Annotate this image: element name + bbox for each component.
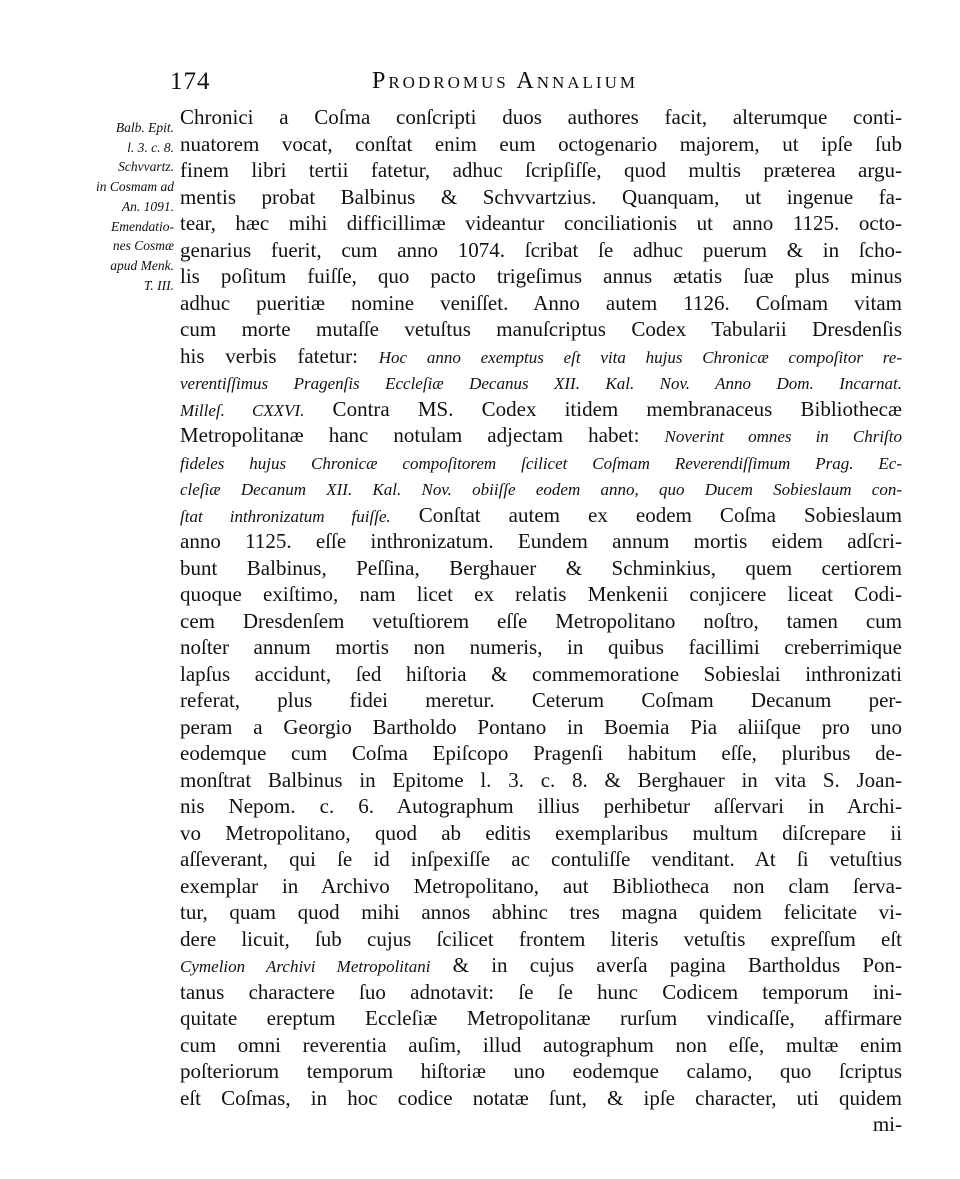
- text-line: [180, 422, 902, 449]
- text-line: [180, 528, 902, 555]
- italic-segment: Milleſ. CXXVI.: [180, 400, 305, 420]
- italic-segment: Cymelion Archivi Metropolitani: [180, 957, 431, 976]
- text-segment: genarius fuerit, cum anno 1074. ſcribat ſe adhuc puerum & in ſcho-: [180, 237, 902, 262]
- page-number: 174: [170, 68, 211, 95]
- text-segment: vo Metropolitano, quod ab editis exemplaribus multum diſcrepare ii: [180, 820, 902, 845]
- text-segment: poſteriorum temporum hiſtoriæ uno eodemque calamo, quo ſcriptus: [180, 1059, 902, 1083]
- margin-notes: [38, 118, 178, 295]
- text-segment: & in cujus averſa pagina Bartholdus Pon-: [430, 953, 902, 977]
- text-line: [180, 449, 902, 476]
- text-segment: lapſus accidunt, ſed hiſtoria & commemoratione Sobieslai inthronizati: [180, 661, 902, 686]
- italic-segment: fideles hujus Chronicæ compoſitorem ſcilicet Coſmam Reverendiſſimum Prag. Ec-: [180, 453, 902, 473]
- text-line: [180, 846, 902, 873]
- running-title: Prodromus Annalium: [372, 68, 638, 94]
- text-segment: quoque exiſtimo, nam licet ex relatis Menkenii conjicere liceat Codi-: [180, 582, 902, 606]
- text-segment: Contra MS. Codex itidem membranaceus Bibliothecæ: [304, 396, 902, 421]
- italic-segment: Noverint omnes in Chriſto: [664, 427, 902, 446]
- text-line: [180, 1005, 902, 1032]
- text-segment: cum morte mutaſſe vetuſtus manuſcriptus Codex Tabularii Dresdenſis: [180, 317, 902, 341]
- text-segment: anno 1125. eſſe inthronizatum. Eundem annum mortis eidem adſcri-: [180, 529, 902, 553]
- text-segment: finem libri tertii fatetur, adhuc ſcripſiſſe, quod multis præterea argu-: [180, 158, 902, 182]
- text-segment: bunt Balbinus, Peſſina, Berghauer & Schminkius, quem certiorem: [180, 555, 902, 580]
- text-line: [180, 926, 902, 953]
- text-line: [180, 157, 902, 184]
- text-line: [180, 316, 902, 343]
- text-line: [180, 1058, 902, 1085]
- text-line: [180, 290, 902, 317]
- text-line: [180, 899, 902, 926]
- text-line: [180, 475, 902, 502]
- text-line: [180, 1111, 902, 1138]
- text-segment: quitate ereptum Eccleſiæ Metropolitanæ rurſum vindicaſſe, affirmare: [180, 1006, 902, 1030]
- text-segment: Metropolitanæ hanc notulam adjectam habet:: [180, 423, 665, 447]
- italic-segment: verentiſſimus Pragenſis Eccleſiæ Decanus XII. Kal. Nov. Anno Dom. Incarnat.: [180, 374, 902, 393]
- text-line: [180, 952, 902, 979]
- italic-segment: ſtat inthronizatum fuiſſe.: [180, 506, 391, 526]
- margin-note: l. 3. c. 8.: [127, 139, 174, 155]
- page-header: [0, 68, 960, 108]
- text-segment: tear, hæc mihi difficillimæ videantur conciliationis ut anno 1125. octo-: [180, 211, 902, 235]
- margin-note: An. 1091.: [121, 198, 174, 214]
- text-line: [180, 263, 902, 290]
- text-segment: mi-: [872, 1112, 902, 1136]
- text-segment: eſt Coſmas, in hoc codice notatæ ſunt, & ipſe character, uti quidem: [180, 1085, 902, 1110]
- text-segment: adhuc pueritiæ nomine veniſſet. Anno autem 1126. Coſmam vitam: [180, 290, 902, 315]
- text-segment: lis poſitum fuiſſe, quo pacto trigeſimus annus ætatis ſuæ plus minus: [180, 264, 902, 288]
- italic-segment: Hoc anno exemptus eſt vita hujus Chronicæ compoſitor re-: [378, 347, 902, 367]
- text-line: [180, 343, 902, 370]
- text-segment: noſter annum mortis non numeris, in quibus facillimi creberrimique: [180, 635, 902, 659]
- text-segment: aſſeverant, qui ſe id inſpexiſſe ac contuliſſe venditant. At ſi vetuſtius: [180, 847, 902, 871]
- text-segment: eodemque cum Coſma Epiſcopo Pragenſi habitum eſſe, pluribus de-: [180, 741, 902, 765]
- text-line: [180, 210, 902, 237]
- text-line: [180, 1032, 902, 1059]
- text-segment: cem Dresdenſem vetuſtiorem eſſe Metropolitano noſtro, tamen cum: [180, 608, 902, 633]
- text-segment: his verbis fatetur:: [180, 343, 379, 368]
- margin-note: Schvvartz.: [118, 159, 174, 175]
- text-line: [180, 714, 902, 741]
- text-line: [180, 608, 902, 635]
- text-line: [180, 661, 902, 688]
- margin-note: T. III.: [143, 277, 174, 293]
- text-line: [180, 502, 902, 529]
- margin-note: Balb. Epit.: [115, 120, 174, 135]
- margin-note: Emendatio-: [111, 218, 174, 234]
- text-segment: cum omni reverentia auſim, illud autographum non eſſe, multæ enim: [180, 1032, 902, 1057]
- text-segment: Conſtat autem ex eodem Coſma Sobieslaum: [390, 502, 902, 527]
- text-segment: nis Nepom. c. 6. Autographum illius perhibetur aſſervari in Archi-: [180, 794, 902, 818]
- text-line: [180, 184, 902, 211]
- text-line: [180, 581, 902, 608]
- text-segment: tanus charactere ſuo adnotavit: ſe ſe hunc Codicem temporum ini-: [180, 979, 902, 1004]
- text-line: [180, 793, 902, 820]
- text-line: [180, 820, 902, 847]
- text-segment: nuatorem vocat, conſtat enim eum octogenario majorem, ut ipſe ſub: [180, 131, 902, 156]
- text-line: [180, 237, 902, 264]
- text-line: [180, 740, 902, 767]
- text-segment: Chronici a Coſma conſcripti duos authores facit, alterumque conti-: [180, 105, 902, 129]
- text-segment: exemplar in Archivo Metropolitano, aut Bibliotheca non clam ſerva-: [180, 873, 902, 898]
- text-line: [180, 369, 902, 396]
- text-line: [180, 979, 902, 1006]
- italic-segment: cleſiæ Decanum XII. Kal. Nov. obiiſſe eodem anno, quo Ducem Sobieslaum con-: [180, 480, 902, 499]
- text-line: [180, 131, 902, 158]
- text-line: [180, 396, 902, 423]
- text-segment: mentis probat Balbinus & Schvvartzius. Quanquam, ut ingenue fa-: [180, 184, 902, 209]
- text-segment: referat, plus fidei meretur. Ceterum Coſmam Decanum per-: [180, 688, 902, 712]
- text-line: [180, 555, 902, 582]
- text-line: [180, 767, 902, 794]
- margin-note: nes Cosmæ: [112, 238, 174, 254]
- text-line: [180, 873, 902, 900]
- text-segment: peram a Georgio Bartholdo Pontano in Boemia Pia aliiſque pro uno: [180, 714, 902, 739]
- text-segment: monſtrat Balbinus in Epitome l. 3. c. 8. & Berghauer in vita S. Joan-: [180, 767, 902, 792]
- margin-note: in Cosmam ad: [95, 179, 174, 195]
- text-line: [180, 1085, 902, 1112]
- margin-note: apud Menk.: [110, 257, 174, 273]
- text-line: [180, 634, 902, 661]
- text-line: [180, 104, 902, 131]
- text-segment: tur, quam quod mihi annos abhinc tres magna quidem felicitate vi-: [180, 900, 902, 924]
- body-text: [180, 104, 902, 1138]
- text-line: [180, 687, 902, 714]
- text-segment: dere licuit, ſub cujus ſcilicet frontem literis vetuſtis expreſſum eſt: [180, 926, 902, 951]
